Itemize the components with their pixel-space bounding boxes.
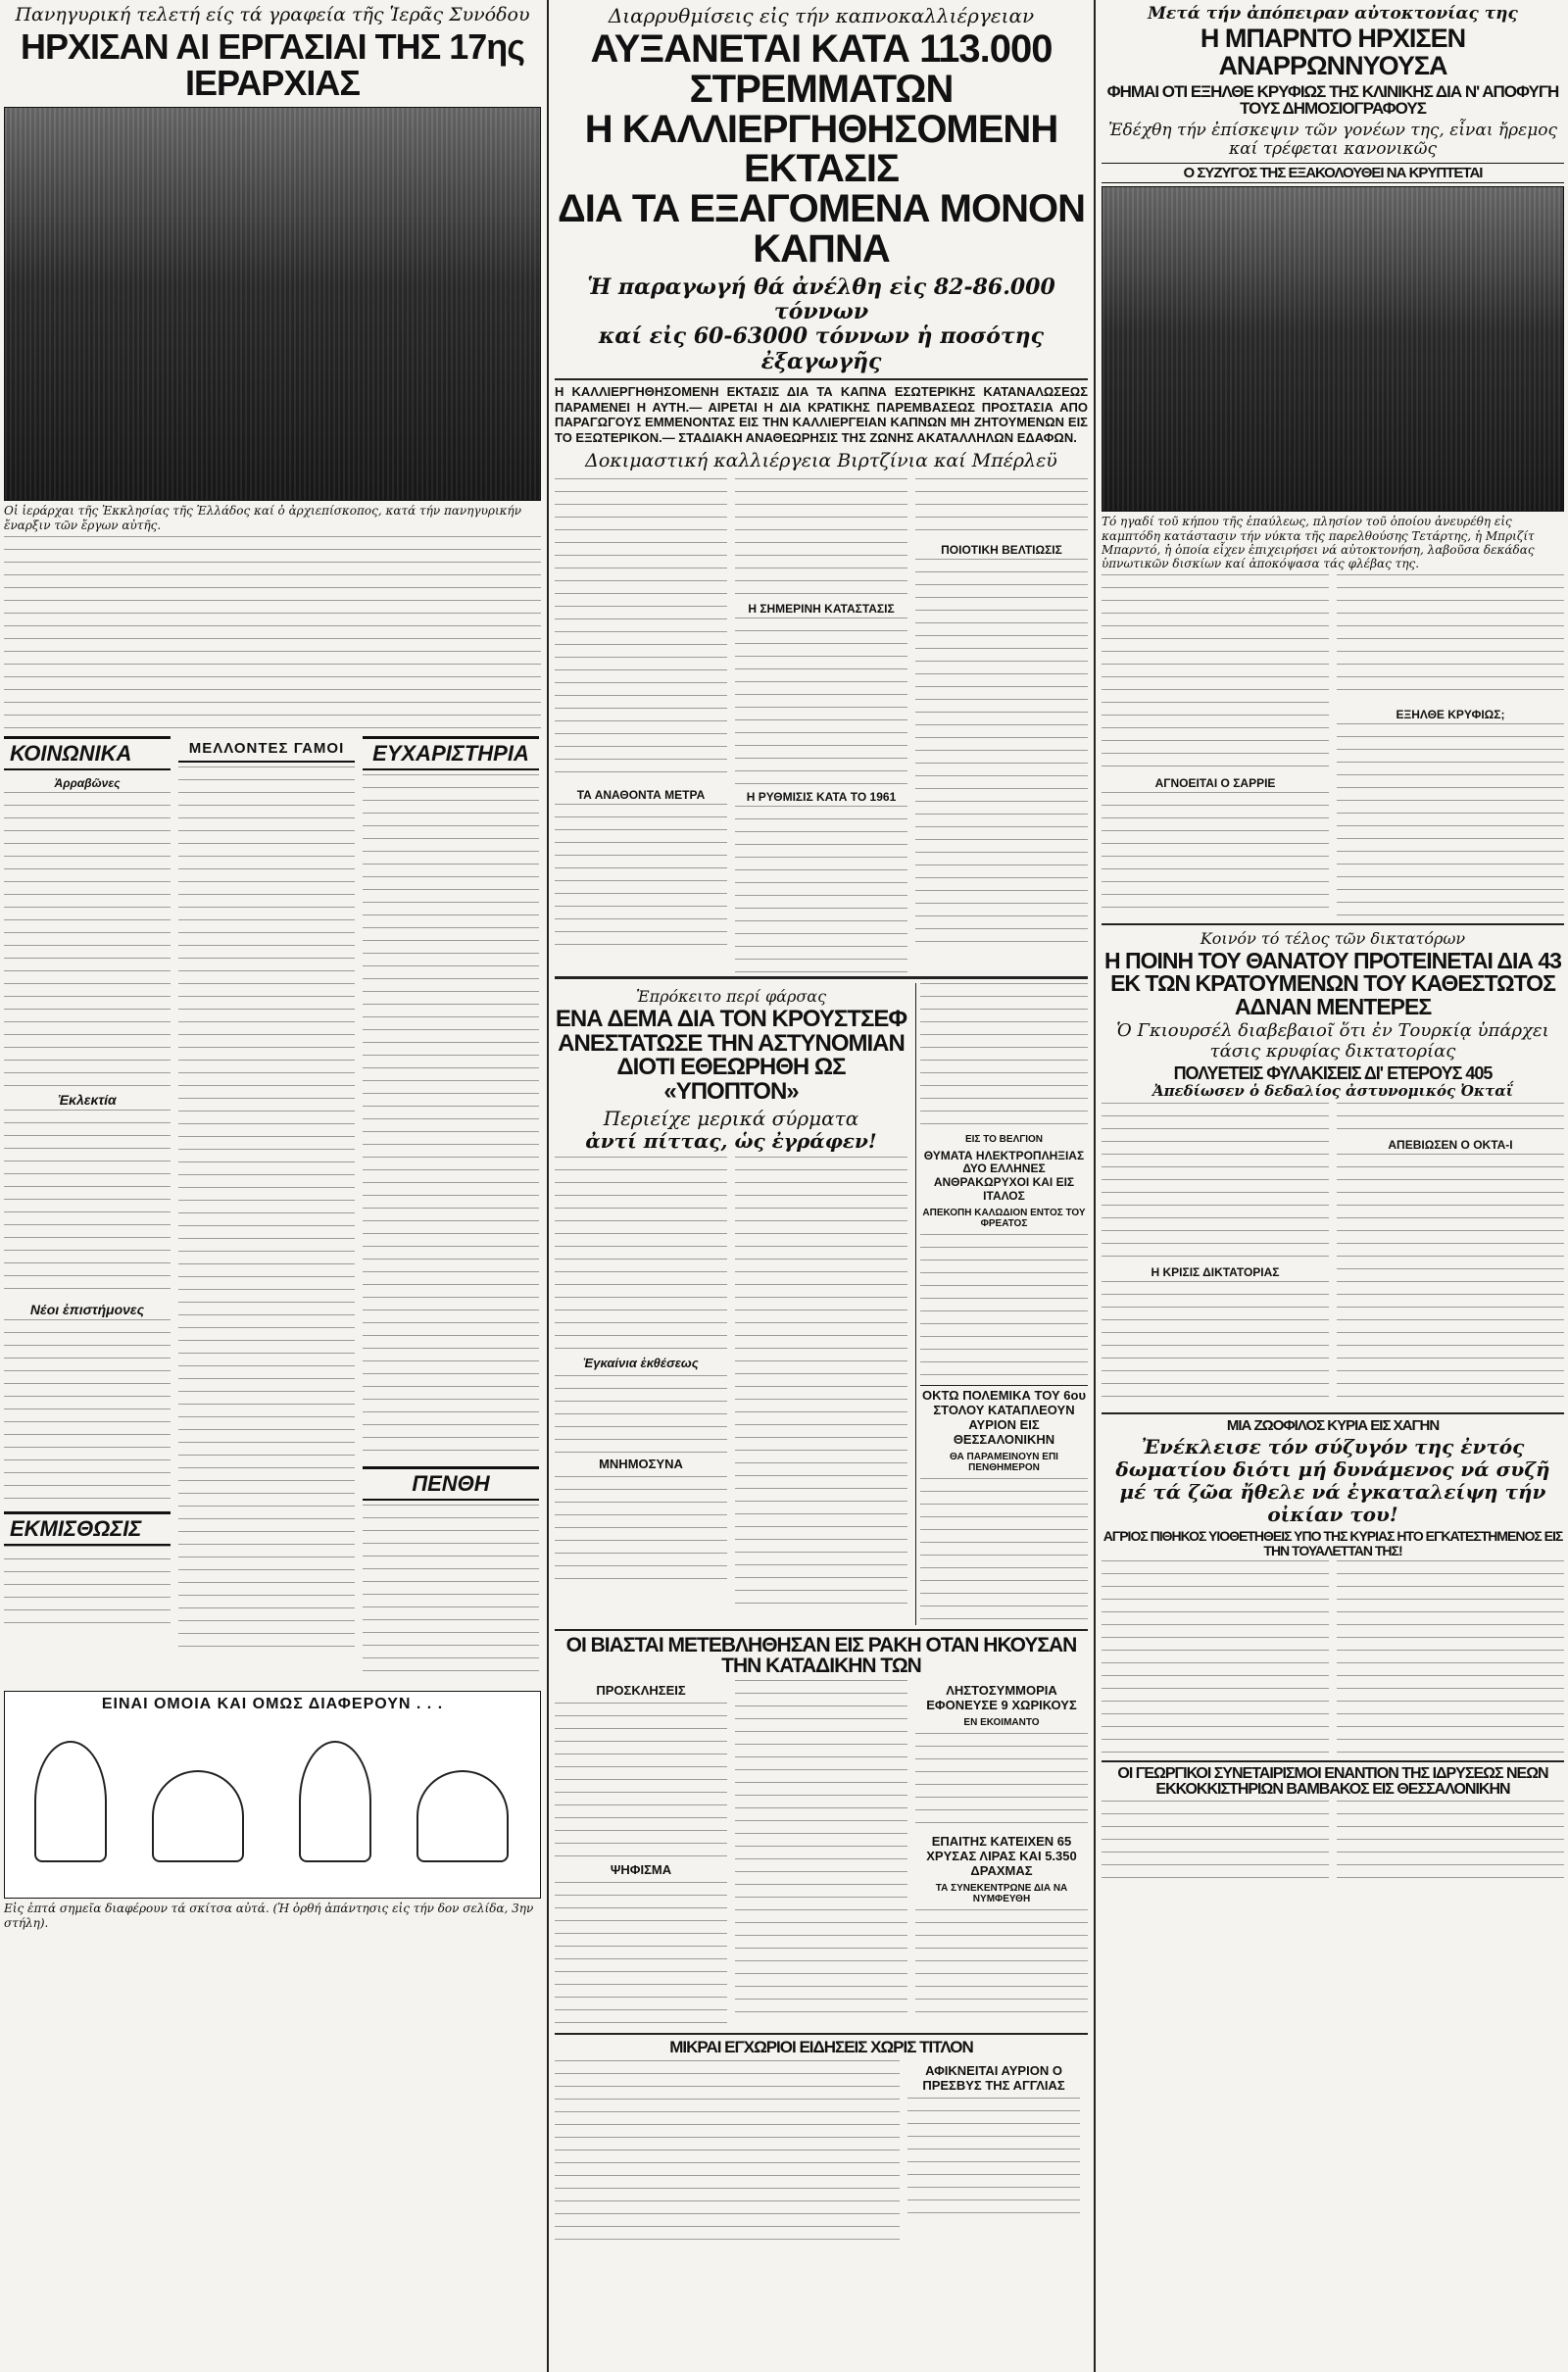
rakh-text <box>735 1680 907 2013</box>
dictators-sub: Ὁ Γκιουρσέλ διαβεβαιοῖ ὅτι ἐν Τουρκίᾳ ὑπάρχει τάσις κρυφίας δικτατορίας <box>1116 1020 1549 1062</box>
tobacco-text <box>915 559 1088 951</box>
right-column <box>1102 0 1564 2372</box>
cartoon-figure <box>416 1770 509 1862</box>
thanks-text <box>363 774 539 1460</box>
memory-text <box>555 1476 727 1584</box>
coop-headline: ΟΙ ΓΕΩΡΓΙΚΟΙ ΣΥΝΕΤΑΙΡΙΣΜΟΙ ΕΝΑΝΤΙΟΝ ΤΗΣ ΙΔΡΥΣΕΩΣ ΝΕΩΝ ΕΚΚΟΚΚΙΣΤΗΡΙΩΝ ΒΑΜΒΑΚΟΣ ΕΙΣ ΘΕΣΣΑΛΟΝΙΚΗΝ <box>1117 1764 1548 1799</box>
scientists-text <box>4 1319 171 1506</box>
gang-text <box>915 1733 1088 1831</box>
bardot-photo-caption: Τό ηγαδί τοῦ κήπου τῆς ἐπαύλεως, πλησίον τοῦ ὁποίου ἀνευρέθη εἰς καμπτόδη κατάστασιν τήν νύκτα τῆς παρελθούσης Τετάρτης, ἡ Μπριζίτ Μπαρντό, ἡ ὁποία εἶχεν ἐπιχειρήσει νά αὐτοκτονήση, λαβοῦσα δεκάδας ὑπνωτικῶν δισκίων καί ἀποκόψασα τάς φλέβας της. <box>1102 515 1535 571</box>
bardot-text <box>1337 723 1564 919</box>
ships-headline: ΟΚΤΩ ΠΟΛΕΜΙΚΑ ΤΟΥ 6ου ΣΤΟΛΟΥ ΚΑΤΑΠΛΕΟΥΝ ΑΥΡΙΟΝ ΕΙΣ ΘΕΣΣΑΛΟΝΙΚΗΝ <box>920 1385 1088 1448</box>
cartoon-title: ΕΙΝΑΙ ΟΜΟΙΑ ΚΑΙ ΟΜΩΣ ΔΙΑΦΕΡΟΥΝ . . . <box>101 1696 444 1713</box>
sec-measures: ΤΑ ΑΝΑΘΟΝΤΑ ΜΕΤΡΑ <box>576 788 706 803</box>
weddings-heading: ΜΕΛΛΟΝΤΕΣ ΓΑΜΟΙ <box>178 736 355 763</box>
dictators-text <box>1102 1103 1329 1260</box>
bardot-headline-2: ΦΗΜΑΙ ΟΤΙ ΕΞΗΛΘΕ ΚΡΥΦΙΩΣ ΤΗΣ ΚΛΙΝΙΚΗΣ ΔΙΑ Ν' ΑΠΟΦΥΓΗ ΤΟΥΣ ΔΗΜΟΣΙΟΓΡΑΦΟΥΣ <box>1106 82 1559 119</box>
gang-headline: ΛΗΣΤΟΣΥΜΜΟΡΙΑ ΕΦΟΝΕΥΣΕ 9 ΧΩΡΙΚΟΥΣ <box>926 1683 1077 1713</box>
left-column <box>4 0 541 2372</box>
tobacco-text <box>555 804 727 951</box>
coop-text <box>1337 1801 1564 1879</box>
memorial-text <box>4 1546 171 1634</box>
synod-kicker: Πανηγυρική τελετή είς τά γραφεία τῆς Ἱερᾶς Συνόδου <box>15 4 530 25</box>
lady-text <box>1102 1560 1329 1756</box>
tobacco-text <box>735 618 907 784</box>
khrushchev-sub-1: Περιείχε μερικά σύρματα <box>603 1107 859 1131</box>
dictators-headline: Η ΠΟΙΝΗ ΤΟΥ ΘΑΝΑΤΟΥ ΠΡΟΤΕΙΝΕΤΑΙ ΔΙΑ 43 ΕΚ ΤΩΝ ΚΡΑΤΟΥΜΕΝΩΝ ΤΟΥ ΚΑΘΕΣΤΩΤΟΣ ΑΔΝΑΝ ΜΕΝΤΕΡΕΣ <box>1104 947 1561 1019</box>
tobacco-headline-3: ΔΙΑ ΤΑ ΕΞΑΓΟΜΕΝΑ ΜΟΝΟΝ ΚΑΠΝΑ <box>558 187 1085 271</box>
engaged-text <box>4 1110 171 1296</box>
belgium-headline: ΘΥΜΑΤΑ ΗΛΕΚΤΡΟΠΛΗΞΙΑΣ ΔΥΟ ΕΛΛΗΝΕΣ ΑΝΘΡΑΚΩΡΥΧΟΙ ΚΑΙ ΕΙΣ ΙΤΑΛΟΣ <box>923 1148 1085 1204</box>
tobacco-text <box>555 478 727 782</box>
engaged-subheading: Ἐκλεκτία <box>58 1092 117 1109</box>
bardot-text <box>1337 574 1564 702</box>
bardot-text <box>1102 574 1329 770</box>
sec-1961: Η ΡΥΘΜΙΣΙΣ ΚΑΤΑ ΤΟ 1961 <box>746 790 897 805</box>
captured-sub: ΤΑ ΣΥΝΕΚΕΝΤΡΩΝΕ ΔΙΑ ΝΑ ΝΥΜΦΕΥΘΗ <box>935 1882 1068 1905</box>
arrive-headline: ΑΦΙΚΝΕΙΤΑΙ ΑΥΡΙΟΝ Ο ΠΡΕΣΒΥΣ ΤΗΣ ΑΓΓΛΙΑΣ <box>922 2062 1065 2093</box>
sec-current: Η ΣΗΜΕΡΙΝΗ ΚΑΤΑΣΤΑΣΙΣ <box>748 602 895 617</box>
synod-article-text <box>4 536 541 732</box>
belgium-text <box>920 1234 1088 1381</box>
social-heading: ΚΟΙΝΩΝΙΚΑ <box>4 736 171 770</box>
gang-sub: ΕΝ ΕΚΟΙΜΑΝΤΟ <box>963 1717 1040 1729</box>
ships-sub: ΘΑ ΠΑΡΑΜΕΙΝΟΥΝ ΕΠΙ ΠΕΝΘΗΜΕΡΟΝ <box>950 1451 1058 1474</box>
khrushchev-headline: ΕΝΑ ΔΕΜΑ ΔΙΑ ΤΟΝ ΚΡΟΥΣΤΣΕΦ ΑΝΕΣΤΑΤΩΣΕ ΤΗΝ ΑΣΤΥΝΟΜΙΑΝ ΔΙΟΤΙ ΕΘΕΩΡΗΘΗ ΩΣ «ΥΠΟΠΤΟΝ» <box>555 1006 907 1105</box>
bardot-headline-1: Η ΜΠΑΡΝΤΟ ΗΡΧΙΣΕΝ ΑΝΑΡΡΩΝΝΥΟΥΣΑ <box>1200 24 1466 80</box>
prison-headline: ΠΟΛΥΕΤΕΙΣ ΦΥΛΑΚΙΣΕΙΣ ΔΙ' ΕΤΕΡΟΥΣ 405 <box>1173 1063 1493 1084</box>
tobacco-sub-1: Ἡ παραγωγή θά ἀνέλθη εἰς 82-86.000 τόννων <box>587 273 1055 325</box>
column-rule <box>1094 0 1096 2372</box>
exhibit-heading: Ἐγκαίνια ἐκθέσεως <box>583 1356 699 1371</box>
dictators-text <box>1337 1154 1564 1408</box>
dictators-text <box>1102 1281 1329 1408</box>
tobacco-deck: Η ΚΑΛΛΙΕΡΓΗΘΗΣΟΜΕΝΗ ΕΚΤΑΣΙΣ ΔΙΑ ΤΑ ΚΑΠΝΑ ΕΣΩΤΕΡΙΚΗΣ ΚΑΤΑΝΑΛΩΣΕΩΣ ΠΑΡΑΜΕΝΕΙ Η ΑΥΤΗ.— ΑΙΡΕΤΑΙ Η ΔΙΑ ΚΡΑΤΙΚΗΣ ΠΑΡΕΜΒΑΣΕΩΣ ΠΡΟΣΤΑΣΙΑ ΑΠΟ ΠΑΡΑΓΩΓΟΥΣ ΕΜΜΕΝΟΝΤΑΣ ΕΙΣ ΤΗΝ ΚΑΛΛΙΕΡΓΕΙΑΝ ΚΑΠΝΩΝ ΜΗ ΖΗΤΟΥΜΕΝΩΝ ΕΙΣ ΤΟ ΕΞΩΤΕΡΙΚΟΝ.— ΣΤΑΔΙΑΚΗ ΑΝΑΘΕΩΡΗΣΙΣ ΤΗΣ ΖΩΝΗΣ ΑΚΑΤΑΛΛΗΛΩΝ ΕΔΑΦΩΝ. <box>555 383 1088 445</box>
sec-crisis: Η ΚΡΙΣΙΣ ΔΙΚΤΑΤΟΡΙΑΣ <box>1151 1265 1280 1280</box>
tobacco-kicker: Διαρρυθμίσεις εἰς τήν καπνοκαλλιέργειαν <box>608 4 1035 27</box>
thanks-heading: ΕΥΧΑΡΙΣΤΗΡΙΑ <box>363 736 539 770</box>
dictators-text <box>1337 1103 1564 1132</box>
lady-headline: Ἐνέκλεισε τόν σύζυγόν της ἐντός δωματίου διότι μή δυνάμενος νά συζῆ μέ τά ζῶα ἤθελε νά ἐγκαταλείψη τήν οἰκίαν του! <box>1115 1435 1550 1527</box>
memory-heading: ΜΝΗΜΟΣΥΝΑ <box>599 1457 683 1471</box>
cartoon-figure <box>34 1741 107 1862</box>
bardot-photo <box>1102 186 1564 512</box>
sec-octai: ΑΠΕΒΙΩΣΕΝ Ο ΟΚΤΑ-Ι <box>1388 1138 1513 1153</box>
exhibit-text <box>555 1375 727 1454</box>
lady-kicker: ΜΙΑ ΖΩΟΦΙΛΟΣ ΚΥΡΙΑ ΕΙΣ ΧΑΓΗΝ <box>1226 1417 1440 1435</box>
khrushchev-text <box>555 1157 727 1353</box>
column-rule <box>547 0 549 2372</box>
khrushchev-kicker: Ἐπρόκειτο περί φάρσας <box>635 987 827 1007</box>
social-subheading: Ἀρραβῶνες <box>54 776 121 791</box>
sec-refuses: ΑΓΝΟΕΙΤΑΙ Ο ΣΑΡΡΙΕ <box>1154 775 1276 790</box>
sec-escape: ΕΞΗΛΘΕ ΚΡΥΦΙΩΣ; <box>1396 707 1505 721</box>
tobacco-trial: Δοκιμαστική καλλιέργεια Βιρτζίνια καί Μπέρλεϋ <box>585 450 1057 472</box>
social-text <box>4 792 171 1086</box>
coop-text <box>1102 1801 1329 1879</box>
synod-photo-caption: Οἱ ἱεράρχαι τῆς Ἐκκλησίας τῆς Ἑλλάδος καί ὁ ἀρχιεπίσκοπος, κατά τήν πανηγυρικήν ἔναρξιν τῶν ἔργων αὐτῆς. <box>4 504 521 532</box>
tobacco-headline-1: ΑΥΞΑΝΕΤΑΙ ΚΑΤΑ 113.000 ΣΤΡΕΜΜΑΤΩΝ <box>590 27 1053 111</box>
invite-text <box>555 1703 727 1859</box>
bardot-kicker: Μετά τήν ἀπόπειραν αὐτοκτονίας της <box>1148 4 1518 24</box>
synod-photo <box>4 107 541 501</box>
bardot-sub: Ἐδέχθη τήν ἐπίσκεψιν τῶν γονέων της, εἶναι ἤρεμος καί τρέφεται κανονικῶς <box>1107 120 1558 160</box>
small-news-text <box>555 2060 900 2247</box>
sec-quality: ΠΟΙΟΤΙΚΗ ΒΕΛΤΙΩΣΙΣ <box>941 543 1062 558</box>
tobacco-text <box>735 806 907 972</box>
arrive-text <box>907 2098 1080 2225</box>
bardot-text <box>1102 792 1329 919</box>
misc-text <box>920 983 1088 1130</box>
vote-heading: ΨΗΦΙΣΜΑ <box>610 1862 672 1878</box>
mourning-heading: ΠΕΝΘΗ <box>363 1466 539 1501</box>
khrushchev-text <box>735 1157 907 1607</box>
belgium-sub: ΑΠΕΚΟΠΗ ΚΑΛΩΔΙΟΝ ΕΝΤΟΣ ΤΟΥ ΦΡΕΑΤΟΣ <box>922 1207 1086 1230</box>
dictators-kicker: Κοινόν τό τέλος τῶν δικτατόρων <box>1200 928 1466 948</box>
bardot-husband: Ο ΣΥΖΥΓΟΣ ΤΗΣ ΕΞΑΚΟΛΟΥΘΕΙ ΝΑ ΚΡΥΠΤΕΤΑΙ <box>1102 163 1564 183</box>
new-scientists-subheading: Νέοι ἐπιστήμονες <box>29 1302 145 1318</box>
lady-text <box>1337 1560 1564 1756</box>
tobacco-text <box>735 478 907 596</box>
cartoon-panel <box>4 1691 541 1899</box>
khrushchev-sub-2: ἀντί πίττας, ὡς ἐγράφεν! <box>585 1129 877 1154</box>
cartoon-figure <box>152 1770 244 1862</box>
weddings-text <box>178 766 355 1649</box>
center-column <box>555 0 1088 2372</box>
invite-heading: ΠΡΟΣΚΛΗΣΕΙΣ <box>596 1683 686 1699</box>
rakh-headline: ΟΙ ΒΙΑΣΤΑΙ ΜΕΤΕΒΛΗΘΗΣΑΝ ΕΙΣ ΡΑΚΗ ΟΤΑΝ ΗΚΟΥΣΑΝ ΤΗΝ ΚΑΤΑΔΙΚΗΝ ΤΩΝ <box>565 1633 1077 1678</box>
tobacco-text <box>915 478 1088 537</box>
vote-text <box>555 1882 727 2029</box>
ships-text <box>920 1478 1088 1625</box>
memorial-heading: ΕΚΜΙΣΘΩΣΙΣ <box>4 1511 171 1546</box>
small-news-headline: ΜΙΚΡΑΙ ΕΓΧΩΡΙΟΙ ΕΙΔΗΣΕΙΣ ΧΩΡΙΣ ΤΙΤΛΟΝ <box>669 2038 973 2057</box>
synod-headline: ΗΡΧΙΣΑΝ ΑΙ ΕΡΓΑΣΙΑΙ ΤΗΣ 17ης ΙΕΡΑΡΧΙΑΣ <box>21 26 524 103</box>
tobacco-headline-2: Η ΚΑΛΛΙΕΡΓΗΘΗΣΟΜΕΝΗ ΕΚΤΑΣΙΣ <box>584 107 1058 191</box>
officer-sub: Ἀπεδίωσεν ὁ δεδαλίος ἀστυνομικός Ὀκταΐ <box>1152 1081 1514 1100</box>
mourning-text <box>363 1505 539 1681</box>
belgium-kicker: ΕΙΣ ΤΟ ΒΕΛΓΙΟΝ <box>964 1134 1044 1146</box>
captured-text <box>915 1909 1088 2017</box>
tobacco-sub-2: καί εἰς 60-63000 τόννων ἡ ποσότης ἐξαγωγῆς <box>598 323 1045 374</box>
cartoon-caption: Εἰς ἑπτά σημεῖα διαφέρουν τά σκίτσα αὐτά. (Ἡ ὀρθή ἀπάντησις εἰς τήν δον σελίδα, 3ην στήλη). <box>4 1902 534 1930</box>
cartoon-figure <box>299 1741 371 1862</box>
lady-sub: ΑΓΡΙΟΣ ΠΙΘΗΚΟΣ ΥΙΟΘΕΤΗΘΕΙΣ ΥΠΟ ΤΗΣ ΚΥΡΙΑΣ ΗΤΟ ΕΓΚΑΤΕΣΤΗΜΕΝΟΣ ΕΙΣ ΤΗΝ ΤΟΥΑΛΕΤΤΑΝ ΤΗΣ! <box>1102 1528 1563 1558</box>
captured-headline: ΕΠΑΙΤΗΣ ΚΑΤΕΙΧΕΝ 65 ΧΡΥΣΑΣ ΛΙΡΑΣ ΚΑΙ 5.350 ΔΡΑΧΜΑΣ <box>926 1833 1077 1878</box>
